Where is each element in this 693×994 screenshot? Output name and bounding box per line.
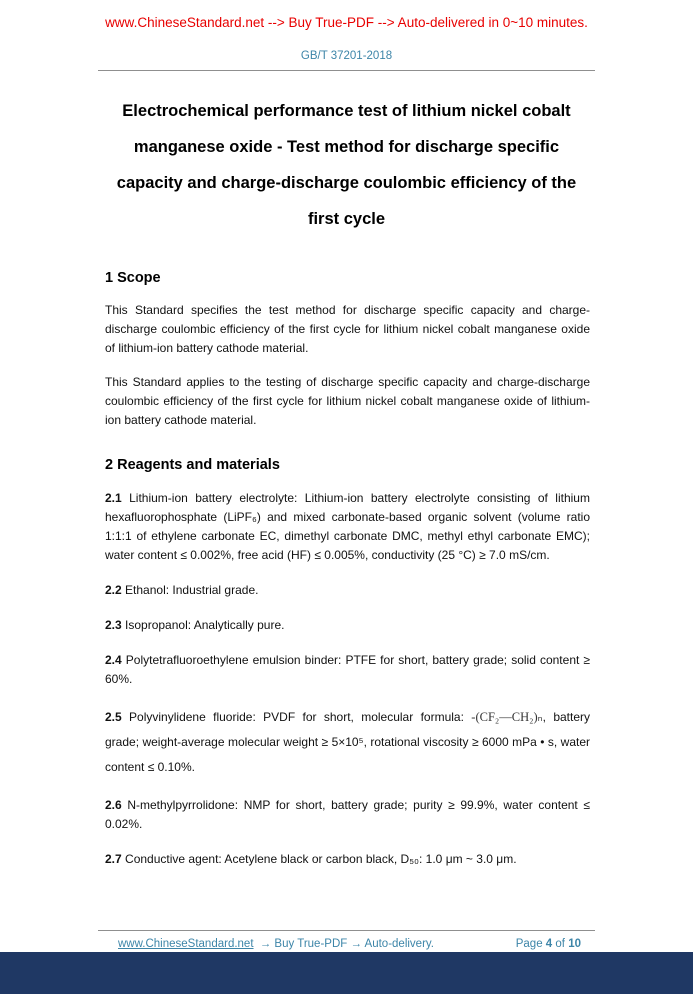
- item-number: 2.3: [105, 618, 122, 632]
- reagent-item: [105, 489, 590, 565]
- item-text: Conductive agent: Acetylene black or carbon black, D₅₀: 1.0 μm ~ 3.0 μm.: [125, 852, 517, 866]
- section-heading-scope: 1 Scope: [105, 270, 161, 286]
- scope-paragraph: This Standard applies to the testing of discharge specific capacity and charge-discharge coulombic efficiency of the first cycle for lithium nickel cobalt manganese oxide of lithium-ion battery cathode material.: [105, 375, 590, 427]
- standard-code: GB/T 37201-2018: [300, 50, 393, 62]
- reagent-item: [105, 581, 590, 600]
- reagent-item: [105, 651, 590, 689]
- footer-left: [118, 938, 434, 950]
- chemical-formula: -(CF₂—CH₂)ₙ: [471, 710, 543, 724]
- reagent-item: [105, 705, 590, 780]
- section-heading-reagents: 2 Reagents and materials: [105, 457, 280, 473]
- item-text: Ethanol: Industrial grade.: [125, 583, 259, 597]
- item-text: Lithium-ion battery electrolyte: Lithium-ion battery electrolyte consisting of lithium hexafluorophosphate (LiPF₆) and mixed carbonate-based organic solvent (volume ratio 1:1:1 of ethylene carbonate EC, dimethyl carbonate DMC, methyl ethyl carbonate EMC); water content ≤ 0.002%, free acid (HF) ≤ 0.005%, conductivity (25 °C) ≥ 7.0 mS/cm.: [105, 491, 590, 562]
- page-indicator: [516, 938, 581, 950]
- item-text: , battery grade; weight-average molecular weight ≥ 5×10⁵, rotational viscosity ≥ 6000 mPa • s, water content ≤ 0.10%.: [105, 710, 591, 774]
- item-text: Isopropanol: Analytically pure.: [125, 618, 285, 632]
- header-divider: [98, 70, 595, 71]
- item-number: 2.5: [105, 710, 122, 724]
- page-total: 10: [568, 938, 581, 950]
- of-label: of: [555, 938, 565, 950]
- document-body: [105, 270, 590, 869]
- reagent-item: [105, 616, 590, 635]
- item-number: 2.7: [105, 852, 122, 866]
- page-footer: [0, 922, 693, 950]
- item-number: 2.6: [105, 798, 122, 812]
- page-number: 4: [545, 938, 553, 950]
- footer-site-link[interactable]: www.ChineseStandard.net: [118, 938, 254, 950]
- footer-row: [118, 938, 581, 950]
- footer-tagline: → Buy True-PDF → Auto-delivery.: [259, 938, 434, 950]
- reagent-item: [105, 796, 590, 834]
- item-number: 2.4: [105, 653, 122, 667]
- scope-paragraph: This Standard specifies the test method for discharge specific capacity and charge-discharge coulombic efficiency of the first cycle for lithium nickel cobalt manganese oxide of lithium-ion battery cathode material.: [105, 303, 590, 355]
- reagent-item: [105, 850, 590, 869]
- page-label: Page: [515, 938, 543, 950]
- item-number: 2.1: [105, 491, 122, 505]
- footer-divider: [98, 930, 595, 931]
- document-page: [0, 14, 693, 950]
- item-text: N-methylpyrrolidone: NMP for short, battery grade; purity ≥ 99.9%, water content ≤ 0.02%.: [105, 798, 590, 831]
- bottom-bar: [0, 952, 693, 994]
- document-title: Electrochemical performance test of lithium nickel cobalt manganese oxide - Test method for discharge specific capacity and charge-discharge coulombic efficiency of the first cycle: [116, 102, 577, 228]
- promo-banner: www.ChineseStandard.net --> Buy True-PDF --> Auto-delivered in 0~10 minutes.: [105, 15, 588, 30]
- item-number: 2.2: [105, 583, 122, 597]
- item-text: Polyvinylidene fluoride: PVDF for short, molecular formula:: [129, 710, 464, 724]
- item-text: Polytetrafluoroethylene emulsion binder: PTFE for short, battery grade; solid content ≥ 60%.: [105, 653, 590, 686]
